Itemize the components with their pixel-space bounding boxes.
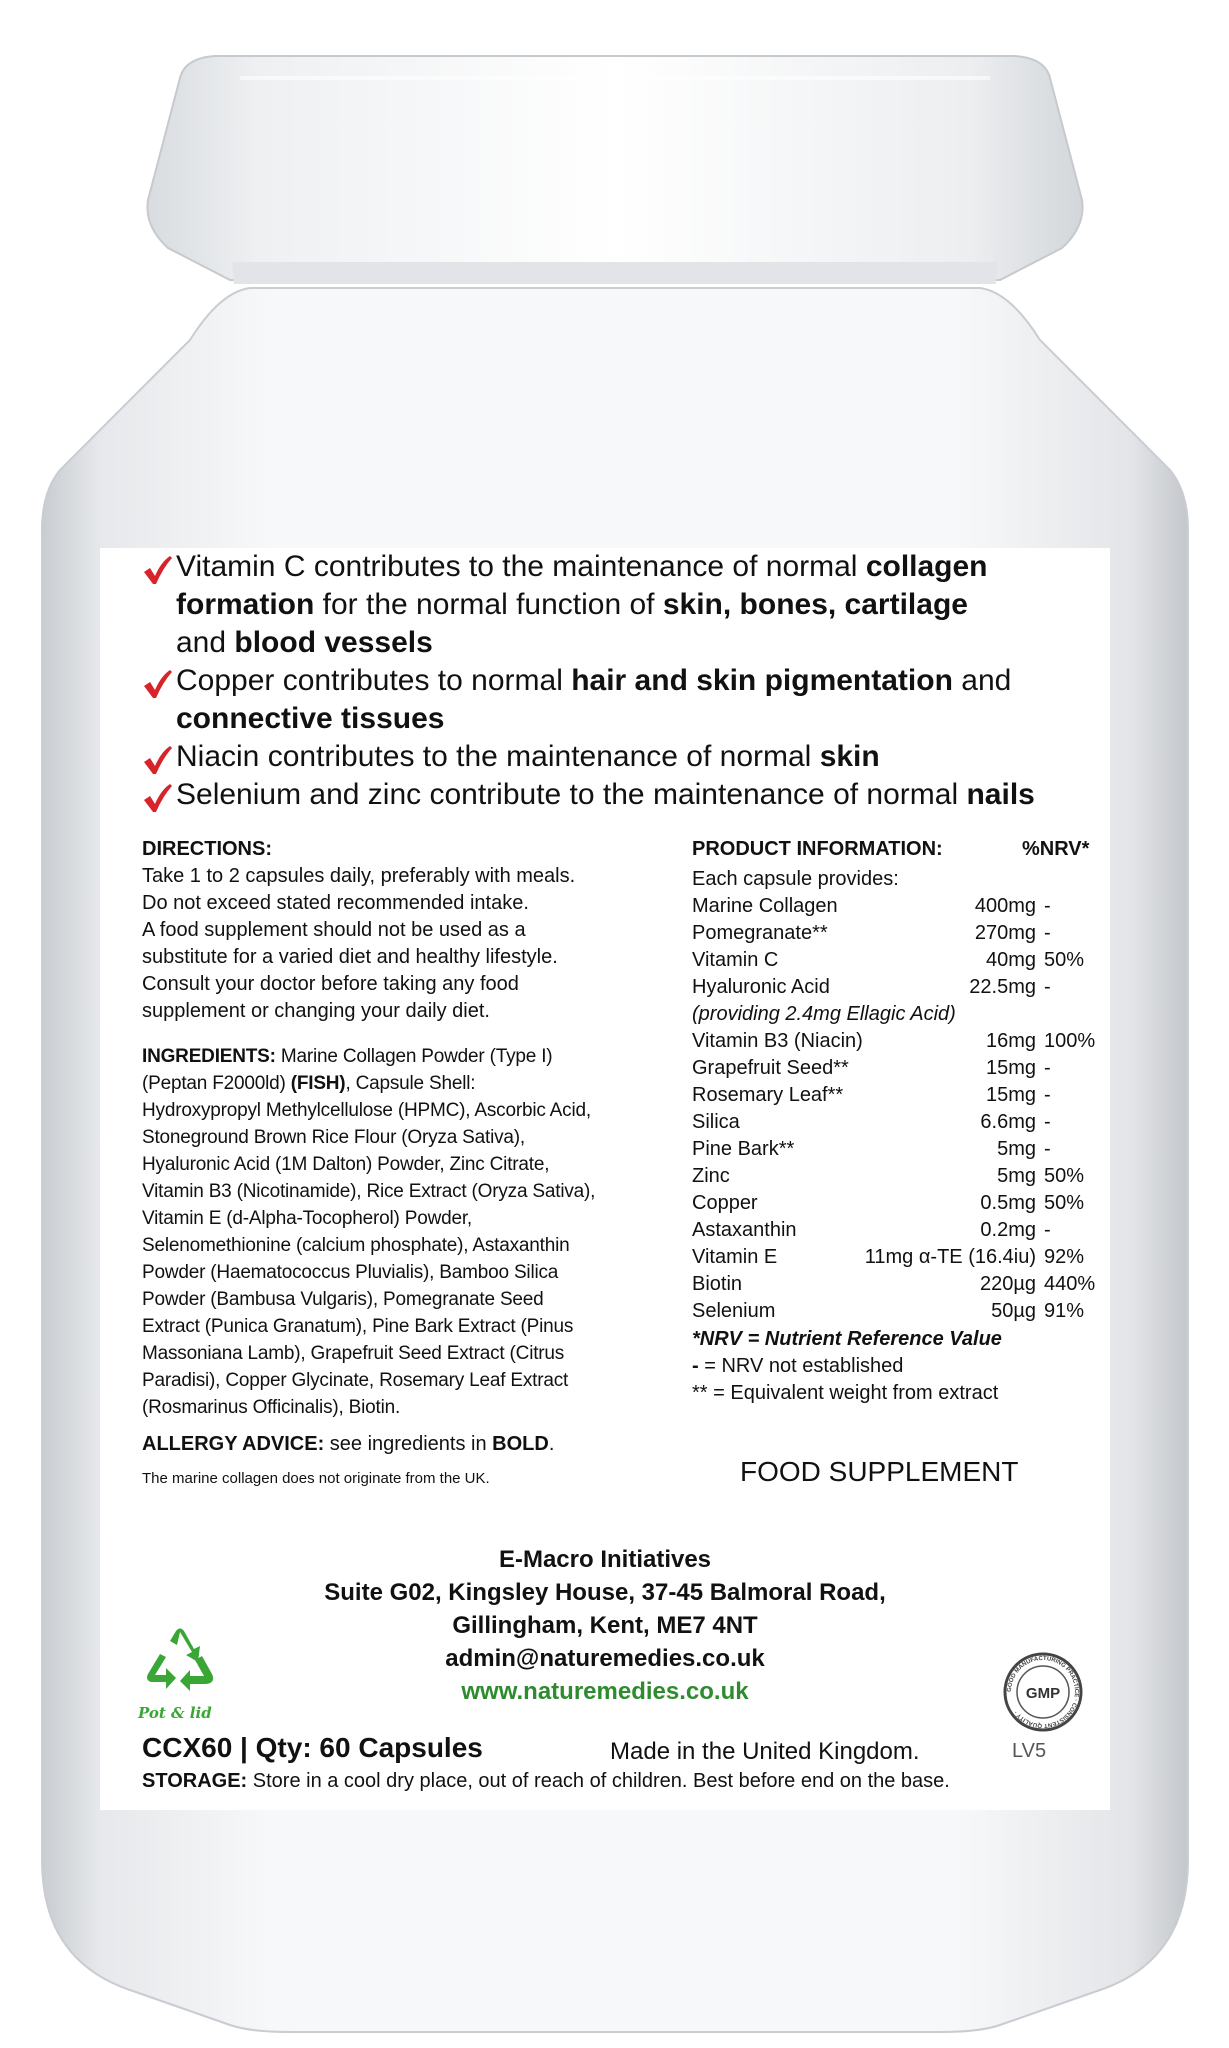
nutrient-nrv: 100%: [1044, 1030, 1096, 1052]
nutrient-nrv: 91%: [1044, 1300, 1085, 1322]
ingredients-line: Selenomethionine (calcium phosphate), Astaxanthin: [142, 1235, 570, 1256]
nutrient-nrv: -: [1044, 895, 1051, 917]
company-address-2: Gillingham, Kent, ME7 4NT: [452, 1612, 758, 1639]
nutrient-amount: 220µg: [979, 1273, 1036, 1295]
ingredients-line: Hydroxypropyl Methylcellulose (HPMC), Ascorbic Acid,: [142, 1100, 591, 1121]
directions-line: Do not exceed stated recommended intake.: [142, 892, 529, 914]
ingredients-line: Massoniana Lamb), Grapefruit Seed Extract (Citrus: [142, 1343, 565, 1364]
nutrient-name: Silica: [692, 1111, 740, 1133]
dash-symbol: -: [692, 1355, 699, 1377]
checkmark-icon: [142, 782, 172, 814]
recycle-label: Pot & lid: [138, 1704, 212, 1722]
ingredients-line-2a: (Peptan F2000ld): [142, 1073, 291, 1094]
gmp-text: GMP: [1025, 1685, 1061, 1702]
bottle-cap: [147, 56, 1082, 280]
ingredients-title: INGREDIENTS:: [142, 1046, 276, 1067]
ingredients-text: [142, 1097, 682, 1421]
directions-line: supplement or changing your daily diet.: [142, 1000, 490, 1022]
nutrient-name: Pomegranate**: [692, 922, 828, 944]
nutrient-row: [692, 1055, 1112, 1082]
allergy-end: .: [548, 1433, 555, 1455]
food-supplement: FOOD SUPPLEMENT: [740, 1456, 1019, 1487]
allergy-advice: [142, 1431, 682, 1458]
nutrient-amount: 40mg: [985, 949, 1036, 971]
made-in: Made in the United Kingdom.: [610, 1738, 920, 1765]
benefit-4-line-1: Selenium and zinc contribute to the maintenance of normal nails: [176, 778, 1035, 811]
nutrient-nrv: 50%: [1044, 949, 1085, 971]
ingredients-line: Paradisi), Copper Glycinate, Rosemary Leaf Extract: [142, 1370, 569, 1391]
product-information-column: [692, 838, 1112, 1407]
nutrient-name: Astaxanthin: [692, 1219, 797, 1241]
version-code: LV5: [1012, 1740, 1047, 1762]
storage-label: STORAGE:: [142, 1770, 248, 1792]
nutrient-amount: 400mg: [974, 895, 1036, 917]
ingredients-block: [142, 1043, 682, 1421]
company-email: admin@naturemedies.co.uk: [445, 1645, 765, 1672]
nutrient-amount: 5mg: [997, 1165, 1036, 1187]
nutrient-amount: 6.6mg: [980, 1111, 1036, 1133]
nutrient-nrv: -: [1044, 1111, 1051, 1133]
ingredients-line: Powder (Haematococcus Pluvialis), Bamboo Silica: [142, 1262, 559, 1283]
nutrient-row: [692, 974, 1112, 1001]
nutrient-row: [692, 920, 1112, 947]
benefit-1-line-2: formation for the normal function of skin, bones, cartilage: [176, 588, 968, 621]
ingredients-line: Hyaluronic Acid (1M Dalton) Powder, Zinc Citrate,: [142, 1154, 550, 1175]
product-info-subtitle: Each capsule provides:: [692, 868, 899, 890]
product-label: [100, 548, 1110, 1810]
nutrient-table: [692, 893, 1112, 1325]
nutrient-row: [692, 1217, 1112, 1244]
product-info-header: [692, 838, 1112, 866]
allergy-bold: BOLD: [492, 1433, 549, 1455]
nutrient-amount: 5mg: [997, 1138, 1036, 1160]
benefit-2-line-2: connective tissues: [176, 702, 445, 735]
nutrient-row: [692, 1001, 1112, 1028]
directions-ingredients-column: [142, 836, 682, 1487]
nutrient-nrv: -: [1044, 922, 1051, 944]
dash-text: = NRV not established: [698, 1355, 904, 1377]
ingredients-line-2c: , Capsule Shell:: [345, 1073, 476, 1094]
benefit-2-line-1: Copper contributes to normal hair and skin pigmentation and: [176, 664, 1012, 697]
nutrient-name: Vitamin E: [692, 1246, 778, 1268]
nutrient-nrv: 50%: [1044, 1192, 1085, 1214]
company-name: E-Macro Initiatives: [498, 1546, 712, 1573]
nutrient-amount: 270mg: [974, 922, 1036, 944]
nutrient-row: [692, 1136, 1112, 1163]
ingredients-line: (Rosmarinus Officinalis), Biotin.: [142, 1397, 401, 1418]
ingredients-line: Stoneground Brown Rice Flour (Oryza Sativa),: [142, 1127, 525, 1148]
checkmark-icon: [142, 668, 172, 700]
nutrient-nrv: -: [1044, 1057, 1051, 1079]
gmp-badge-icon: [1003, 1652, 1083, 1732]
nutrient-name: (providing 2.4mg Ellagic Acid): [692, 1003, 956, 1025]
benefit-3-line-1: Niacin contributes to the maintenance of normal skin: [176, 740, 880, 773]
nutrient-name: Zinc: [692, 1165, 730, 1187]
nutrient-name: Hyaluronic Acid: [692, 976, 830, 998]
nutrient-nrv: -: [1044, 1138, 1051, 1160]
cap-rim: [232, 262, 998, 284]
ingredients-line: Powder (Bambusa Vulgaris), Pomegranate Seed: [142, 1289, 544, 1310]
ingredients-line-1: Marine Collagen Powder (Type I): [280, 1046, 553, 1067]
nutrient-name: Marine Collagen: [692, 895, 838, 917]
nutrient-name: Pine Bark**: [692, 1138, 795, 1160]
directions-line: substitute for a varied diet and healthy lifestyle.: [142, 946, 558, 968]
nutrient-nrv: -: [1044, 1219, 1051, 1241]
gmp-ring-text: GOOD MANUFACTURING PRACTICE · CONSISTENT QUALITY ·: [1006, 1655, 1080, 1729]
directions-text: [142, 863, 682, 1025]
product-info-title: PRODUCT INFORMATION:: [692, 838, 943, 860]
checkmark-icon: [142, 744, 172, 776]
nutrient-name: Biotin: [692, 1273, 743, 1295]
nutrient-amount: 15mg: [985, 1084, 1036, 1106]
product-code: CCX60 | Qty: 60 Capsules: [142, 1732, 483, 1763]
nutrient-amount: 16mg: [985, 1030, 1036, 1052]
storage-text: Store in a cool dry place, out of reach of children. Best before end on the base.: [247, 1770, 950, 1792]
nutrient-row: [692, 1028, 1112, 1055]
dash-note: [692, 1353, 1112, 1380]
directions-line: Consult your doctor before taking any food: [142, 973, 519, 995]
nrv-note: *NRV = Nutrient Reference Value: [692, 1328, 1002, 1350]
nutrient-nrv: 50%: [1044, 1165, 1085, 1187]
company-address-1: Suite G02, Kingsley House, 37-45 Balmoral Road,: [324, 1579, 886, 1606]
nutrient-amount: 0.5mg: [980, 1192, 1036, 1214]
nutrient-name: Selenium: [692, 1300, 776, 1322]
nutrient-row: [692, 947, 1112, 974]
benefit-1-line-3: and blood vessels: [176, 626, 433, 659]
directions-title: DIRECTIONS:: [142, 838, 272, 860]
storage: [142, 1770, 950, 1793]
nutrient-nrv: -: [1044, 976, 1051, 998]
nutrient-name: Grapefruit Seed**: [692, 1057, 849, 1079]
directions-line: Take 1 to 2 capsules daily, preferably with meals.: [142, 865, 576, 887]
origin-note: The marine collagen does not originate from the UK.: [142, 1470, 490, 1487]
allergen-fish: (FISH): [290, 1073, 346, 1094]
nutrient-row: [692, 1244, 1112, 1271]
nutrient-nrv: 92%: [1044, 1246, 1085, 1268]
star-note: ** = Equivalent weight from extract: [692, 1382, 999, 1404]
nutrient-nrv: 440%: [1044, 1273, 1096, 1295]
nutrient-row: [692, 1082, 1112, 1109]
nutrient-row: [692, 1271, 1112, 1298]
nutrient-amount: 11mg α-TE (16.4iu): [864, 1246, 1036, 1268]
nutrient-name: Vitamin C: [692, 949, 779, 971]
ingredients-line: Extract (Punica Granatum), Pine Bark Extract (Pinus: [142, 1316, 574, 1337]
nutrient-name: Copper: [692, 1192, 758, 1214]
checkmark-icon: [142, 554, 172, 586]
nutrient-row: [692, 1298, 1112, 1325]
allergy-text: see ingredients in: [324, 1433, 493, 1455]
nutrient-row: [692, 893, 1112, 920]
nrv-header: %NRV*: [1022, 838, 1090, 860]
directions-line: A food supplement should not be used as a: [142, 919, 526, 941]
nutrient-amount: 50µg: [991, 1300, 1036, 1322]
nutrient-row: [692, 1190, 1112, 1217]
nutrient-amount: 22.5mg: [969, 976, 1036, 998]
nutrient-amount: 0.2mg: [980, 1219, 1036, 1241]
nutrient-row: [692, 1163, 1112, 1190]
nutrient-name: Rosemary Leaf**: [692, 1084, 844, 1106]
nutrient-row: [692, 1109, 1112, 1136]
ingredients-line: Vitamin E (d-Alpha-Tocopherol) Powder,: [142, 1208, 472, 1229]
nutrient-name: Vitamin B3 (Niacin): [692, 1030, 863, 1052]
benefit-1-line-1: Vitamin C contributes to the maintenance of normal collagen: [176, 550, 988, 583]
nutrient-nrv: -: [1044, 1084, 1051, 1106]
company-website[interactable]: www.naturemedies.co.uk: [461, 1678, 749, 1705]
ingredients-line: Vitamin B3 (Nicotinamide), Rice Extract (Oryza Sativa),: [142, 1181, 596, 1202]
allergy-label: ALLERGY ADVICE:: [142, 1433, 325, 1455]
nutrient-amount: 15mg: [985, 1057, 1036, 1079]
recycle-icon: [140, 1626, 220, 1702]
